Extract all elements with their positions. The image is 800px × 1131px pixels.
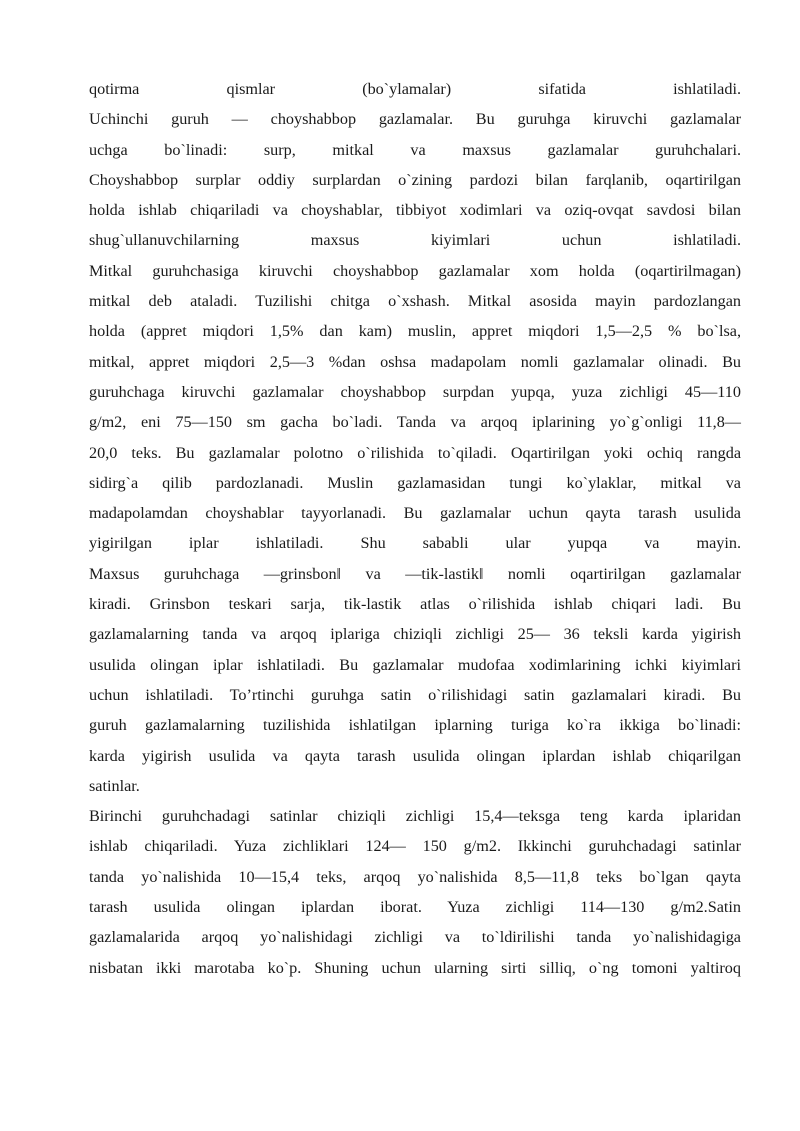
text-line: g/m2, eni 75—150 sm gacha bo`ladi. Tanda va arqoq iplarining yo`g`onligi 11,8— bbox=[89, 413, 741, 432]
text-line: gazlamalarning tanda va arqoq iplariga chiziqli zichligi 25— 36 teksli karda yigirish bbox=[89, 625, 741, 644]
text-line: guruhchaga kiruvchi gazlamalar choyshabbop surpdan yupqa, yuza zichligi 45—110 bbox=[89, 382, 741, 401]
text-line: yigirilgan iplar ishlatiladi. Shu sababli ular yupqa va mayin. bbox=[89, 534, 741, 553]
text-line: mitkal, appret miqdori 2,5—3 %dan oshsa madapolam nomli gazlamalar olinadi. Bu bbox=[89, 352, 741, 371]
text-line: nisbatan ikki marotaba ko`p. Shuning uchun ularning sirti silliq, o`ng tomoni yaltiroq bbox=[89, 958, 741, 977]
text-line: mitkal deb ataladi. Tuzilishi chitga o`xshash. Mitkal asosida mayin pardozlangan bbox=[89, 292, 741, 311]
text-line: karda yigirish usulida va qayta tarash usulida olingan iplardan ishlab chiqarilgan bbox=[89, 746, 741, 765]
text-line: holda (appret miqdori 1,5% dan kam) muslin, appret miqdori 1,5—2,5 % bo`lsa, bbox=[89, 322, 741, 341]
document-page bbox=[89, 74, 741, 983]
text-line: kiradi. Grinsbon teskari sarja, tik-lastik atlas o`rilishida ishlab chiqari ladi. Bu bbox=[89, 595, 741, 614]
text-line: madapolamdan choyshablar tayyorlanadi. Bu gazlamalar uchun qayta tarash usulida bbox=[89, 504, 741, 523]
text-line: usulida olingan iplar ishlatiladi. Bu gazlamalar mudofaa xodimlarining ichki kiyimlari bbox=[89, 655, 741, 674]
text-line: Maxsus guruhchaga ―grinsbon‖ va ―tik-lastik‖ nomli oqartirilgan gazlamalar bbox=[89, 564, 741, 583]
text-line: tanda yo`nalishida 10—15,4 teks, arqoq yo`nalishida 8,5—11,8 teks bo`lgan qayta bbox=[89, 867, 741, 886]
text-line: ishlab chiqariladi. Yuza zichliklari 124— 150 g/m2. Ikkinchi guruhchadagi satinlar bbox=[89, 837, 741, 856]
text-line: uchga bo`linadi: surp, mitkal va maxsus gazlamalar guruhchalari. bbox=[89, 140, 741, 159]
text-line: qotirma qismlar (bo`ylamalar) sifatida ishlatiladi. bbox=[89, 80, 741, 98]
text-line: Choyshabbop surplar oddiy surplardan o`zining pardozi bilan farqlanib, oqartirilgan bbox=[89, 170, 741, 189]
text-line: uchun ishlatiladi. To’rtinchi guruhga satin o`rilishidagi satin gazlamalari kiradi. Bu bbox=[89, 685, 741, 704]
text-line: Mitkal guruhchasiga kiruvchi choyshabbop gazlamalar xom holda (oqartirilmagan) bbox=[89, 261, 741, 280]
text-line: shug`ullanuvchilarning maxsus kiyimlari uchun ishlatiladi. bbox=[89, 231, 741, 250]
text-line: 20,0 teks. Bu gazlamalar polotno o`rilishida to`qiladi. Oqartirilgan yoki ochiq rangda bbox=[89, 443, 741, 462]
text-line: gazlamalarida arqoq yo`nalishidagi zichligi va to`ldirilishi tanda yo`nalishidagiga bbox=[89, 928, 741, 947]
text-line: guruh gazlamalarning tuzilishida ishlatilgan iplarning turiga ko`ra ikkiga bo`linadi: bbox=[89, 716, 741, 735]
text-line: Uchinchi guruh — choyshabbop gazlamalar. Bu guruhga kiruvchi gazlamalar bbox=[89, 110, 741, 129]
text-line: tarash usulida olingan iplardan iborat. Yuza zichligi 114—130 g/m2.Satin bbox=[89, 898, 741, 917]
text-line: satinlar. bbox=[89, 776, 140, 795]
text-line: Birinchi guruhchadagi satinlar chiziqli zichligi 15,4—teksga teng karda iplaridan bbox=[89, 807, 741, 826]
text-line: holda ishlab chiqariladi va choyshablar, tibbiyot xodimlari va oziq-ovqat savdosi bilan bbox=[89, 201, 741, 220]
text-line: sidirg`a qilib pardozlanadi. Muslin gazlamasidan tungi ko`ylaklar, mitkal va bbox=[89, 473, 741, 492]
